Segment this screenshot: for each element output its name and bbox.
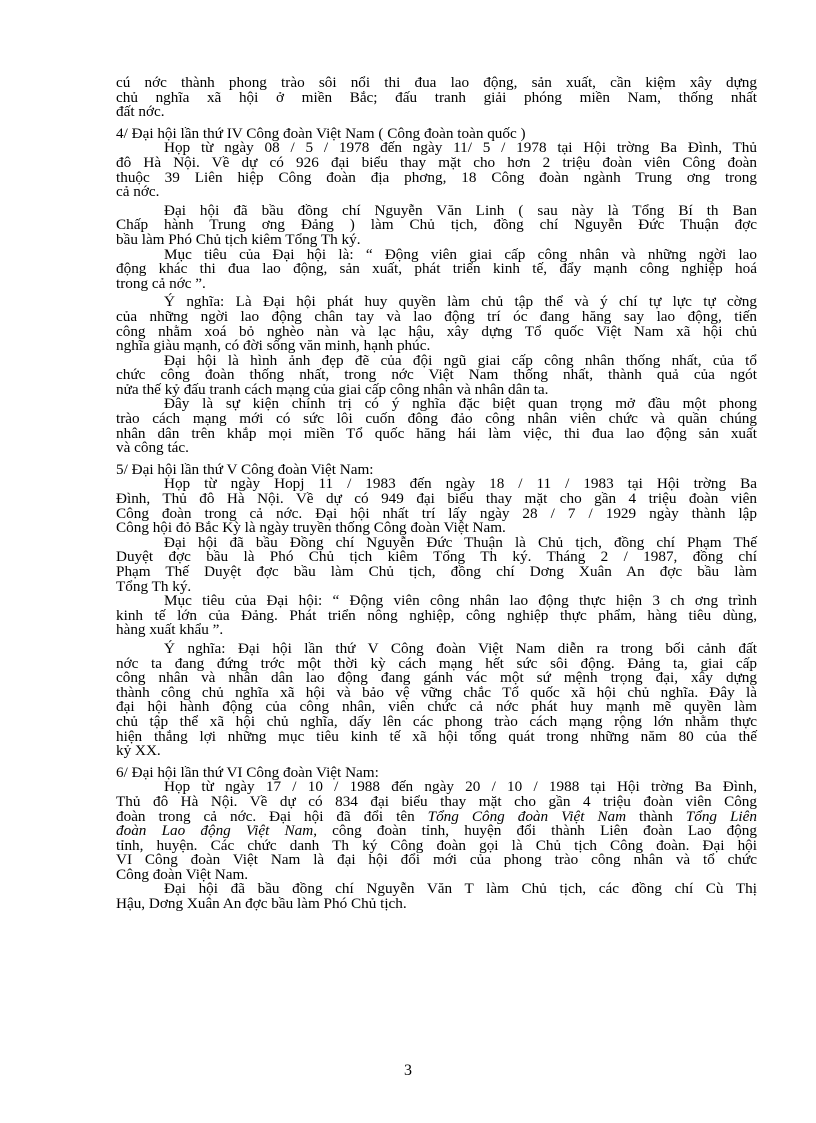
text-line: Thủ đô Hà Nội. Về dự có 834 đại biểu thay mặt cho gần 4 triệu đoàn viên Công (116, 792, 757, 810)
paragraph (116, 882, 757, 911)
paragraph (116, 201, 757, 248)
paragraph (116, 780, 757, 882)
text-line: VI Công đoàn Việt Nam là đại hội đổi mới của phong trào công nhân và tổ chức (116, 851, 757, 869)
text-line: Tổng Th ký. (116, 577, 192, 595)
text-line: động khác thi đua lao động, sản xuất, phát triển kinh tế, đẩy mạnh công nghiệp hoá (116, 260, 757, 278)
page-number: 3 (404, 1062, 412, 1079)
text-line: Đại hội đã bầu đồng chí Nguyễn Văn Linh ( sau này là Tổng Bí th Ban (164, 201, 757, 219)
italic-text: Tổng Liên (685, 807, 757, 825)
paragraph (116, 533, 757, 595)
text-line: Đại hội đã bầu đồng chí Nguyễn Văn T làm Chủ tịch, các đồng chí Cù Thị (164, 880, 757, 898)
document-body (116, 76, 757, 912)
text-line: Phạm Thế Duyệt đợc bầu làm Chủ tịch, đồng chí Dơng Xuân An đợc bầu làm (116, 563, 757, 580)
text-line: công nhằm xoá bỏ nghèo nàn và lạc hậu, xây dựng Tổ quốc Việt Nam xã hội chủ (116, 322, 757, 340)
text-line: 6/ Đại hội lần thứ VI Công đoàn Việt Nam: (116, 763, 379, 781)
text-line: nửa thế kỷ đấu tranh cách mạng của giai cấp công nhân và nhân dân ta. (116, 380, 549, 398)
italic-text: Tổng Công đoàn Việt Nam (427, 807, 627, 825)
paragraph (116, 397, 757, 455)
text-line: Mục tiêu của Đại hội: “ Động viên công nhân lao động thực hiện 3 ch ơng trình (164, 592, 757, 610)
text-line: Hậu, Dơng Xuân An đợc bầu làm Phó Chủ tịch. (116, 895, 407, 913)
text-line: nớc ta đang đứng trớc một thời kỳ cách mạng hết sức sôi động. Đảng ta, giai cấp (116, 654, 757, 672)
text-line: Đình, Thủ đô Hà Nội. Về dự có 949 đại biểu thay mặt cho gần 4 triệu đoàn viên (116, 490, 757, 508)
text-line: Đại hội đã bầu Đồng chí Nguyễn Đức Thuận là Chủ tịch, đồng chí Phạm Thế (164, 533, 757, 551)
paragraph (116, 245, 757, 292)
text-line: kỷ XX. (116, 742, 161, 760)
text-segment: , công đoàn tỉnh, huyện đổi thành Liên đoàn Lao động (313, 822, 757, 840)
paragraph (116, 594, 757, 638)
text-line: hàng xuất khẩu ”. (116, 621, 224, 639)
text-line: Họp từ ngày 17 / 10 / 1988 đến ngày 20 / 10 / 1988 tại Hội trờng Ba Đình, (164, 778, 757, 796)
text-line: chức công đoàn thống nhất, trong nớc Việt Nam thống nhất, thành quả của ngót (116, 366, 757, 384)
paragraph (116, 477, 757, 535)
text-line: hiện thắng lợi những mục tiêu kinh tế xã hội tổng quát trong những năm 80 của thế (116, 727, 757, 745)
text-segment: đoàn trong cả nớc. Đại hội đã đổi tên (116, 807, 428, 825)
text-line: chủ tập thể xã hội chủ nghĩa, dấy lên các phong trào cách mạng rộng lớn nhằm thực (116, 712, 757, 730)
text-line: Đây là sự kiện chính trị có ý nghĩa đặc biệt quan trọng mở đầu một phong (164, 395, 757, 413)
text-line: đại hội hành động của công nhân, viên chức cả nớc phát huy mạnh mẽ quyền làm (116, 698, 757, 716)
text-line: Chấp hành Trung ơng Đảng ) làm Chủ tịch, đồng chí Nguyễn Đức Thuận đợc (116, 216, 757, 234)
text-line: đất nớc. (116, 103, 165, 121)
text-line: trong cả nớc ”. (116, 274, 206, 292)
text-line: Công hội đỏ Bắc Kỳ là ngày truyền thống Công đoàn Việt Nam. (116, 519, 506, 537)
text-line: cú nớc thành phong trào sôi nổi thi đua lao động, sản xuất, cần kiệm xây dựng (116, 74, 757, 91)
text-line: Họp từ ngày Hopj 11 / 1983 đến ngày 18 / 11 / 1983 tại Hội trờng Ba (164, 475, 757, 493)
text-line: nghĩa giàu mạnh, có đời sống văn minh, hạnh phúc. (116, 337, 431, 355)
text-line: 5/ Đại hội lần thứ V Công đoàn Việt Nam: (116, 460, 374, 478)
text-line: đô Hà Nội. Về dự có 926 đại biểu thay mặt cho hơn 2 triệu đoàn viên Công đoàn (116, 153, 757, 171)
text-line: của những ngời lao động chân tay và lao động trí óc đang hăng say lao động, tiến (116, 307, 757, 325)
text-line: Ý nghĩa: Là Đại hội phát huy quyền làm chủ tập thể và ý chí tự lực tự cờng (164, 293, 757, 311)
text-line: Đại hội là hình ảnh đẹp đẽ của đội ngũ giai cấp công nhân thống nhất, của tổ (164, 351, 757, 369)
text-line: Duyệt đợc bầu là Phó Chủ tịch kiêm Tổng Th ký. Tháng 2 / 1987, đồng chí (116, 548, 757, 566)
paragraph (116, 141, 757, 199)
text-line: Công đoàn Việt Nam. (116, 865, 249, 883)
italic-text: đoàn Lao động Việt Nam (116, 822, 314, 840)
paragraph (116, 295, 757, 353)
text-line: thuộc 39 Liên hiệp Công đoàn địa phơng, 18 Công đoàn ngành Trung ơng trong (116, 168, 757, 186)
text-line: nhân dân trên khắp mọi miền Tổ quốc hăng hái làm việc, thi đua lao động sản xuất (116, 424, 757, 442)
text-segment: thành (626, 807, 686, 825)
paragraph (116, 76, 757, 120)
paragraph (116, 351, 757, 398)
text-line: Ý nghĩa: Đại hội lần thứ V Công đoàn Việt Nam diễn ra trong bối cảnh đất (164, 639, 757, 657)
text-line: bầu làm Phó Chủ tịch kiêm Tổng Th ký. (116, 230, 361, 248)
text-line: tỉnh, huyện. Các chức danh Th ký Công đoàn gọi là Chủ tịch Công đoàn. Đại hội (116, 836, 757, 854)
text-line: chủ nghĩa xã hội ở miền Bắc; đấu tranh giải phóng miền Nam, thống nhất (116, 88, 757, 106)
text-line: công nhân và nhân dân lao động đang gánh vác một sứ mệnh trọng đại, xây dựng (116, 669, 757, 687)
text-line: và công tác. (116, 439, 189, 457)
text-line: Công đoàn trong cả nớc. Đại hội nhất trí lấy ngày 28 / 7 / 1929 ngày thành lập (116, 504, 757, 522)
text-line: Họp từ ngày 08 / 5 / 1978 đến ngày 11/ 5 / 1978 tại Hội trờng Ba Đình, Thủ (164, 139, 757, 157)
text-line: 4/ Đại hội lần thứ IV Công đoàn Việt Nam ( Công đoàn toàn quốc ) (116, 124, 526, 142)
text-line: kinh tế lớn của Đảng. Phát triển nông nghiệp, công nghiệp thực phẩm, hàng tiêu dùng, (116, 606, 757, 624)
text-line: Mục tiêu của Đại hội là: “ Động viên giai cấp công nhân và những ngời lao (164, 245, 757, 263)
text-line: thành công chủ nghĩa xã hội và bảo vệ vững chắc Tổ quốc xã hội chủ nghĩa. Đây là (116, 683, 757, 701)
paragraph (116, 639, 757, 760)
text-line: cả nớc. (116, 183, 160, 201)
text-line: trào cách mạng mới có sức lôi cuốn đông đảo công nhân viên chức và quần chúng (116, 410, 757, 428)
